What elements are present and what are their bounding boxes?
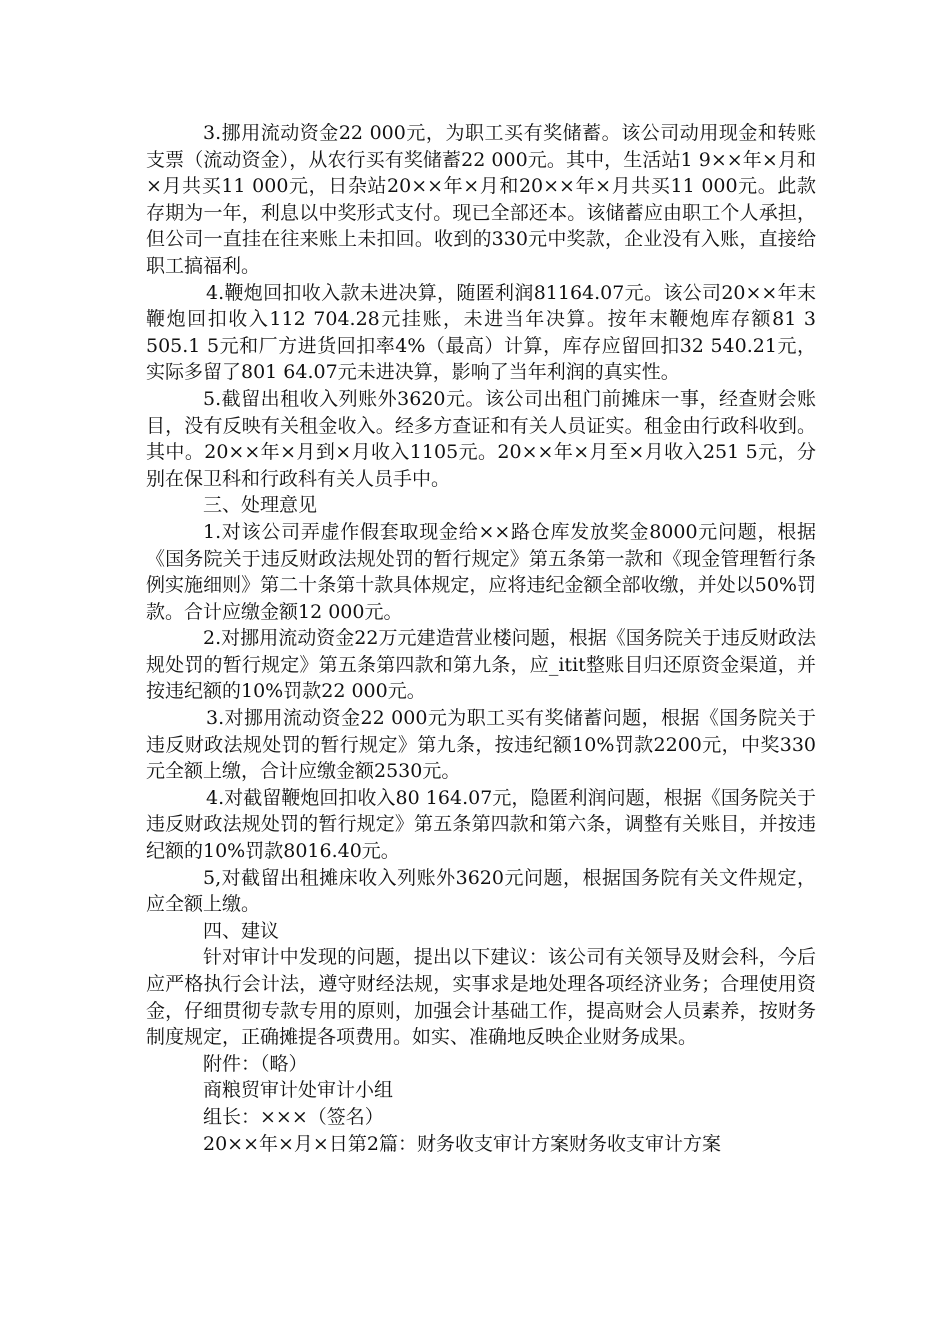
- section-heading: 三、处理意见: [203, 494, 318, 517]
- paragraph: 5,对截留出租摊床收入列账外3620元问题，根据国务院有关文件规定，应全额上缴。: [146, 866, 816, 916]
- paragraph: 5.截留出租收入列账外3620元。该公司出租门前摊床一事，经查财会账目，没有反映有关租金收入。经多方查证和有关人员证实。租金由行政科收到。其中。20××年×月到×月收入1105元。20××年×月至×月收入251 5元，分别在保卫科和行政科有关人员手中。: [146, 387, 816, 490]
- paragraph: 1.对该公司弄虚作假套取现金给××路仓库发放奖金8000元问题，根据《国务院关于违反财政法规处罚的暂行规定》第五条第一款和《现金管理暂行条例实施细则》第二十条第十款具体规定，应将违纪金额全部收缴，并处以50%罚款。合计应缴金额12 000元。: [146, 520, 816, 623]
- section-heading: 四、建议: [203, 919, 280, 942]
- signature-organization: 商粮贸审计处审计小组: [203, 1079, 394, 1102]
- document-body: [146, 120, 823, 1157]
- paragraph: 4.对截留鞭炮回扣收入80 164.07元，隐匿利润问题，根据《国务院关于违反财政法规处罚的暂行规定》第五条第四款和第六条，调整有关账目，并按违纪额的10%罚款8016.40元。: [146, 786, 816, 863]
- date-and-next-title: 20××年×月×日第2篇：财务收支审计方案财务收支审计方案: [203, 1132, 721, 1155]
- signature-leader: 组长：×××（签名）: [203, 1105, 384, 1128]
- paragraph: 针对审计中发现的问题，提出以下建议：该公司有关领导及财会科，今后应严格执行会计法，遵守财经法规，实事求是地处理各项经济业务；合理使用资金，仔细贯彻专款专用的原则，加强会计基础工作，提高财会人员素养，按财务制度规定，正确摊提各项费用。如实、准确地反映企业财务成果。: [146, 946, 816, 1049]
- paragraph: 4.鞭炮回扣收入款未进决算，随匿利润81164.07元。该公司20××年末鞭炮回扣收入112 704.28元挂账，未进当年决算。按年末鞭炮库存额81 3 505.1 5元和厂方进货回扣率4%（最高）计算，库存应留回扣32 540.21元，实际多留了801 64.07元未进决算，影响了当年利润的真实性。: [146, 281, 823, 384]
- paragraph: 3.对挪用流动资金22 000元为职工买有奖储蓄问题，根据《国务院关于违反财政法规处罚的暂行规定》第九条，按违纪额10%罚款2200元，中奖330元全额上缴，合计应缴金额2530元。: [146, 707, 816, 783]
- paragraph: 2.对挪用流动资金22万元建造营业楼问题，根据《国务院关于违反财政法规处罚的暂行规定》第五条第四款和第九条，应_itit整账目归还原资金渠道，并按违纪额的10%罚款22 000元。: [146, 627, 816, 703]
- attachment-line: 附件：（略）: [203, 1052, 308, 1075]
- paragraph: 3.挪用流动资金22 000元，为职工买有奖储蓄。该公司动用现金和转账支票（流动资金），从农行买有奖储蓄22 000元。其中，生活站1 9××年×月和×月共买11 000元，日杂站20××年×月和20××年×月共买11 000元。此款存期为一年，利息以中奖形式支付。现已全部还本。该储蓄应由职工个人承担，但公司一直挂在往来账上未扣回。收到的330元中奖款，企业没有入账，直接给职工搞福利。: [146, 122, 816, 277]
